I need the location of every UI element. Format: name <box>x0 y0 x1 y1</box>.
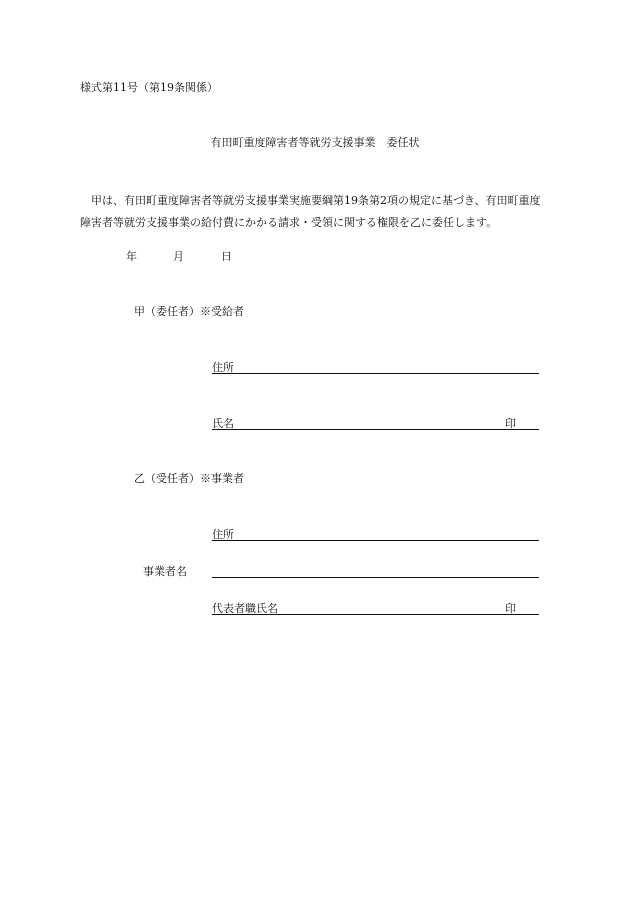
party-a-address-label: 住所 <box>212 361 234 374</box>
date-day-label: 日 <box>221 250 232 263</box>
party-a-name-label: 氏名 <box>212 417 234 430</box>
party-b-business-name-label: 事業者名 <box>143 565 187 578</box>
party-b-address-label: 住所 <box>212 528 234 541</box>
date-month-label: 月 <box>173 250 184 263</box>
body-paragraph: 甲は、有田町重度障害者等就労支援事業実施要綱第19条第2項の規定に基づき、有田町重度障害者等就労支援事業の給付費にかかる請求・受領に関する権限を乙に委任します。 <box>80 194 541 229</box>
party-b-business-name-line[interactable] <box>212 577 539 578</box>
form-number: 様式第11号（第19条関係） <box>80 81 218 94</box>
party-a-heading: 甲（委任者）※受給者 <box>134 305 244 318</box>
date-year-label: 年 <box>126 250 137 263</box>
party-b-seal-label: 印 <box>505 602 516 615</box>
party-a-seal-label: 印 <box>505 417 516 430</box>
party-a-address-line[interactable] <box>212 373 539 374</box>
party-b-representative-label: 代表者職氏名 <box>212 602 278 615</box>
party-a-name-line[interactable] <box>212 429 539 430</box>
document-title: 有田町重度障害者等就労支援事業 委任状 <box>210 136 420 149</box>
party-b-representative-line[interactable] <box>212 614 539 615</box>
party-b-address-line[interactable] <box>212 540 539 541</box>
party-b-heading: 乙（受任者）※事業者 <box>134 472 244 485</box>
